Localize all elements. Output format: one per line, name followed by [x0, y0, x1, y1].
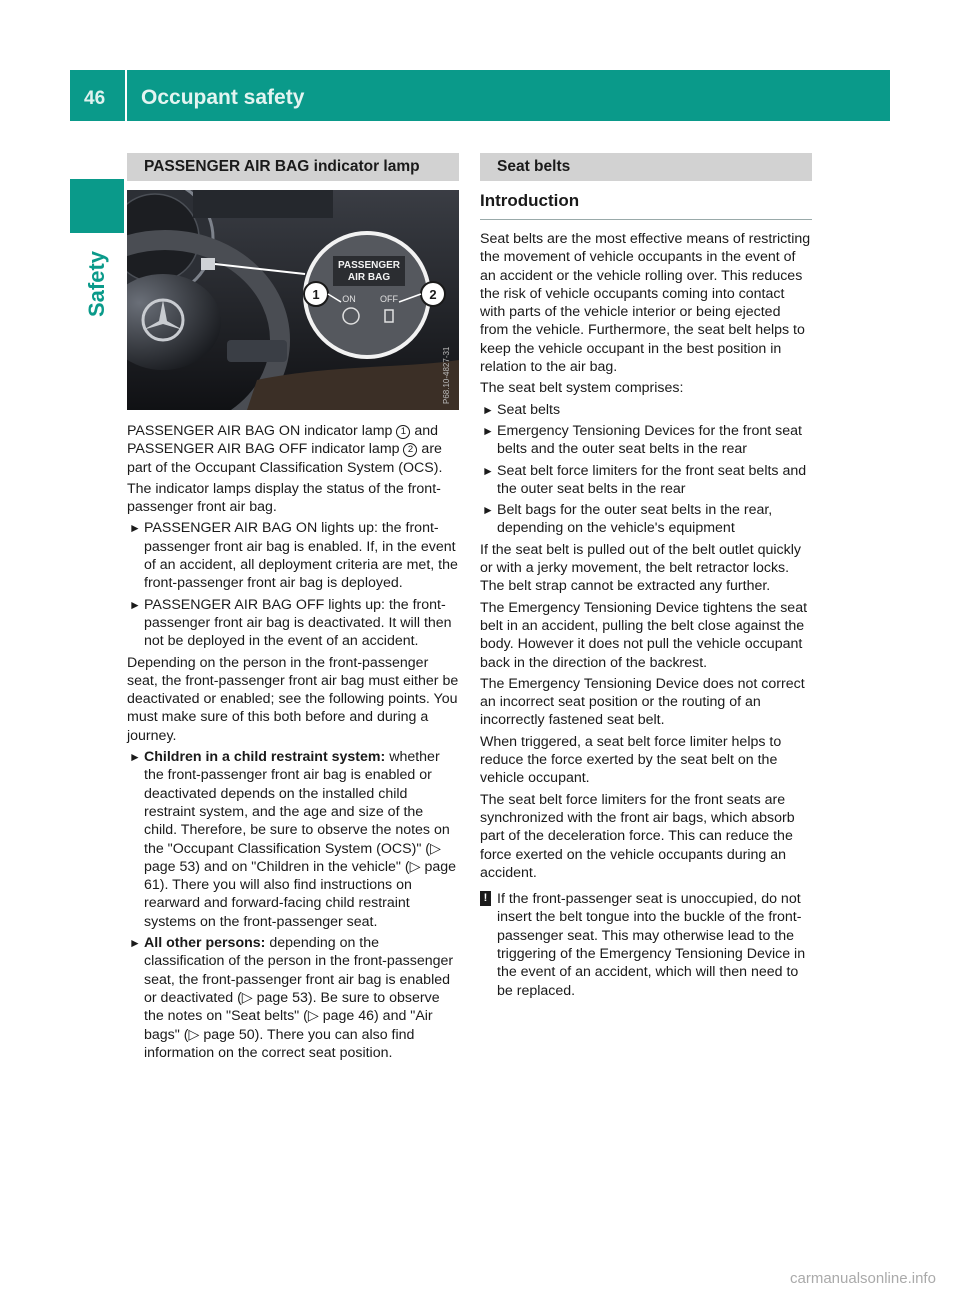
header-divider: [125, 70, 127, 121]
steering-button-panel: [227, 340, 287, 362]
bullet-icon: ►: [482, 423, 494, 438]
list-item: ► Seat belt force limiters for the front seat belts and the outer seat belts in the rear: [482, 462, 807, 497]
side-tab-label: Safety: [84, 250, 109, 318]
callout-2-ref: 2: [403, 443, 417, 457]
warning-text: If the front-passenger seat is unoccupied, do not insert the belt tongue into the buckle of the front-passenger seat. This may otherwise lead to the triggering of the Emergency Tensioning Device in the event of an accident, which will then need to be replaced.: [497, 891, 806, 999]
dashboard-illustration: [127, 190, 459, 410]
page-number: 46: [84, 88, 106, 109]
paragraph: Seat belts are the most effective means of restricting the movement of vehicle occupants in the event of an accident or the vehicle rolling over. This reduces the risk of vehicle occupants coming into contact with parts of the vehicle interior or being ejected from the vehicle. Furthermore, the seat belt helps to keep the vehicle occupant in the best position in relation to the air bag.: [480, 231, 811, 376]
paragraph: If the seat belt is pulled out of the belt outlet quickly or with a jerky movement, the belt retractor locks. The belt strap cannot be extracted any further.: [480, 541, 801, 595]
list-item: ► PASSENGER AIR BAG OFF lights up: the front-passenger front air bag is deactivated. It will then not be deployed in the event of an accident.: [129, 596, 452, 650]
figure-label-on: ON: [342, 294, 356, 304]
chapter-title: Occupant safety: [141, 86, 305, 109]
paragraph: Depending on the person in the front-passenger seat, the front-passenger front air bag must either be deactivated or enabled; see the following points. You must make sure of this both before and during a journey.: [127, 654, 459, 744]
callout-1-text: 1: [312, 287, 320, 302]
figure-label-off: OFF: [380, 294, 398, 304]
paragraph: The Emergency Tensioning Device does not correct an incorrect seat position or the routing of an incorrectly fastened seat belt.: [480, 675, 805, 729]
right-column: [480, 153, 812, 1003]
warning-note: [480, 890, 812, 1000]
section-heading-airbag-lamp: PASSENGER AIR BAG indicator lamp: [127, 153, 459, 181]
watermark: carmanualsonline.info: [790, 1270, 936, 1287]
dashboard-top: [193, 190, 333, 218]
figure-code: P68.10-4827-31: [442, 346, 451, 404]
subheading-introduction: Introduction: [480, 191, 812, 220]
figure-label-passenger: PASSENGER: [337, 260, 401, 271]
callout-1-ref: 1: [396, 425, 410, 439]
callout-2-text: 2: [429, 287, 437, 302]
bullet-icon: ►: [482, 503, 494, 518]
side-tab-marker: [70, 179, 124, 233]
list-item: ► Seat belts: [482, 401, 561, 418]
figure-label-airbag: AIR BAG: [347, 272, 391, 283]
bullet-icon: ►: [129, 597, 141, 612]
paragraph: The seat belt force limiters for the front seats are synchronized with the front air bags, which absorb part of the deceleration force. This can reduce the force exerted on the vehicle occupants during an accident.: [480, 791, 795, 881]
section-heading-seat-belts: Seat belts: [480, 153, 812, 181]
bullet-icon: ►: [129, 521, 141, 536]
airbag-indicator-figure: [127, 190, 459, 410]
warning-icon: !: [480, 891, 491, 906]
bullet-icon: ►: [129, 936, 141, 951]
paragraph: The Emergency Tensioning Device tightens the seat belt in an accident, pulling the belt close against the body. However it does not pull the vehicle occupant back in the direction of the backrest.: [480, 599, 808, 671]
list-item-children: ► Children in a child restraint system: whether the front-passenger front air bag is enabled or deactivated depends on the installed child restraint system, and the age and size of the child. Therefore, be sure to observe the notes on the "Occupant Classification System (OCS)" (▷ page 53) and on "Children in the vehicle" (▷ page 61). There you will also find instructions on rearward and forward-facing child restraint systems on the front-passenger seat.: [129, 749, 457, 930]
left-column: [127, 153, 459, 1065]
list-item: ► PASSENGER AIR BAG ON lights up: the front-passenger front air bag is enabled. If, in the event of an accident, all deployment criteria are met, the front-passenger front air bag is deployed.: [129, 520, 458, 592]
list-item: ► Belt bags for the outer seat belts in the rear, depending on the vehicle's equipment: [482, 502, 773, 537]
bullet-icon: ►: [129, 750, 141, 765]
paragraph: The indicator lamps display the status of the front-passenger front air bag.: [127, 480, 441, 516]
lamp-location: [201, 258, 215, 270]
list-item-other-persons: ► All other persons: depending on the classification of the person in the front-passenger seat, the front-passenger front air bag is enabled or deactivated (▷ page 53). Be sure to observe the notes on "Seat belts" (▷ page 46) and "Air bags" (▷ page 50). There you can also find information on the correct seat position.: [129, 935, 454, 1061]
bullet-icon: ►: [482, 402, 494, 417]
paragraph: The seat belt system comprises:: [480, 380, 684, 397]
paragraph: When triggered, a seat belt force limiter helps to reduce the force exerted by the seat belt on the vehicle occupant.: [480, 733, 782, 787]
bullet-icon: ►: [482, 463, 494, 478]
list-item: ► Emergency Tensioning Devices for the front seat belts and the outer seat belts in the rear: [482, 422, 802, 458]
figure-caption: PASSENGER AIR BAG ON indicator lamp 1 and PASSENGER AIR BAG OFF indicator lamp 2 are part of the Occupant Classification System (OCS).: [127, 423, 443, 476]
